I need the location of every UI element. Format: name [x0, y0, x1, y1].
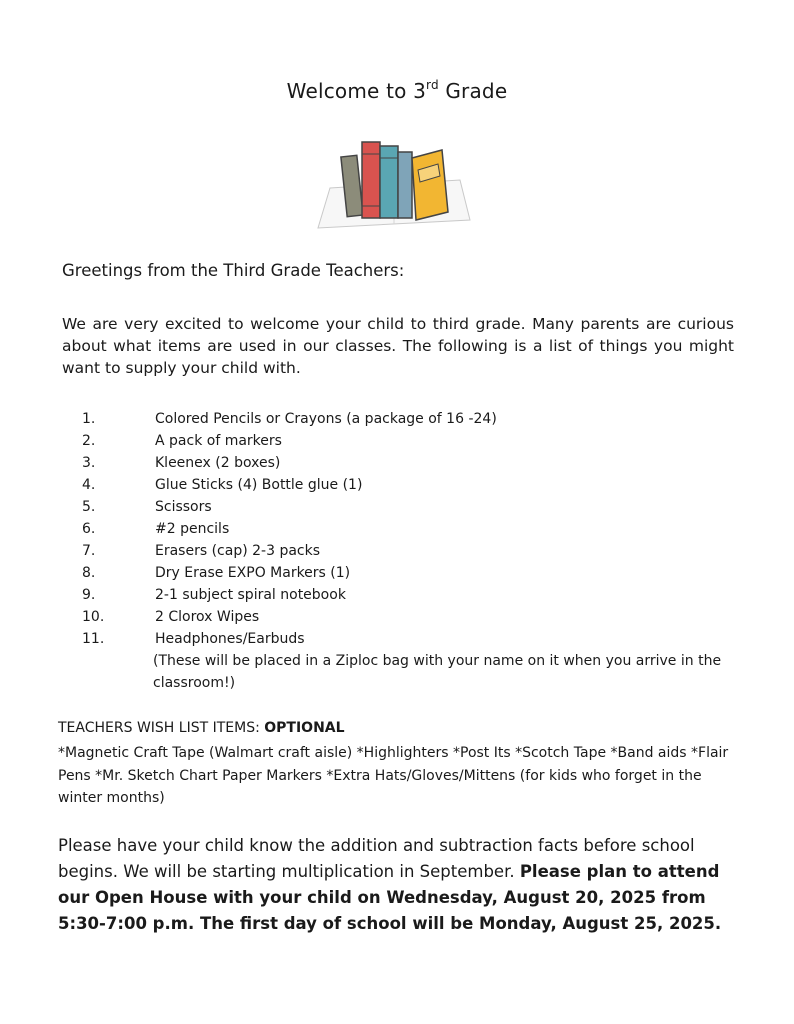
- list-text: A pack of markers: [155, 433, 282, 449]
- list-item: [0, 452, 794, 474]
- list-number: 10.: [82, 609, 105, 625]
- list-number: 9.: [82, 587, 96, 603]
- list-text: #2 pencils: [155, 521, 230, 537]
- intro-paragraph: We are very excited to welcome your child to third grade. Many parents are curious about what items are used in our classes. The following is a list of things you might want to supply your child with.: [62, 315, 734, 377]
- list-text: Glue Sticks (4) Bottle glue (1): [155, 477, 363, 493]
- greeting-heading: Greetings from the Third Grade Teachers:: [62, 261, 405, 280]
- list-item: [0, 584, 794, 606]
- list-item: [0, 628, 794, 650]
- list-number: 4.: [82, 477, 96, 493]
- list-text: Colored Pencils or Crayons (a package of 16 -24): [155, 411, 497, 427]
- closing-bold: Please plan to attend our Open House with your child on Wednesday, August 20, 2025 from 5:30-7:00 p.m. The first day of school will be Monday, August 25, 2025.: [58, 862, 722, 933]
- list-number: 2.: [82, 433, 96, 449]
- wish-list-heading: TEACHERS WISH LIST ITEMS: OPTIONAL: [58, 720, 345, 736]
- wish-list-items: *Magnetic Craft Tape (Walmart craft aisle) *Highlighters *Post Its *Scotch Tape *Band aids *Flair Pens *Mr. Sketch Chart Paper Markers *Extra Hats/Gloves/Mittens (for kids who forget in the winter months): [58, 745, 729, 806]
- list-number: 3.: [82, 455, 96, 471]
- supply-note: (These will be placed in a Ziploc bag with your name on it when you arrive in the classroom!): [153, 653, 722, 691]
- books-icon: [310, 128, 480, 236]
- list-text: Erasers (cap) 2-3 packs: [155, 543, 321, 559]
- list-item: [0, 474, 794, 496]
- list-number: 8.: [82, 565, 96, 581]
- list-item: [0, 430, 794, 452]
- closing-regular: Please have your child know the addition and subtraction facts before school begins. We will be starting multiplication in September.: [58, 836, 695, 881]
- list-text: 2-1 subject spiral notebook: [155, 587, 346, 603]
- supply-list: [0, 408, 794, 650]
- list-number: 7.: [82, 543, 96, 559]
- list-number: 6.: [82, 521, 96, 537]
- list-item: [0, 562, 794, 584]
- page-title: Welcome to 3rd Grade: [286, 78, 508, 103]
- list-text: Dry Erase EXPO Markers (1): [155, 565, 351, 581]
- optional-label: OPTIONAL: [264, 720, 345, 736]
- list-item: [0, 540, 794, 562]
- list-text: Kleenex (2 boxes): [155, 455, 281, 471]
- list-text: 2 Clorox Wipes: [155, 609, 260, 625]
- list-item: [0, 408, 794, 430]
- list-number: 5.: [82, 499, 96, 515]
- list-number: 11.: [82, 631, 105, 647]
- list-text: Headphones/Earbuds: [155, 631, 305, 647]
- list-item: [0, 606, 794, 628]
- list-item: [0, 496, 794, 518]
- list-number: 1.: [82, 411, 96, 427]
- closing-paragraph: [58, 833, 726, 937]
- list-item: [0, 518, 794, 540]
- list-text: Scissors: [155, 499, 212, 515]
